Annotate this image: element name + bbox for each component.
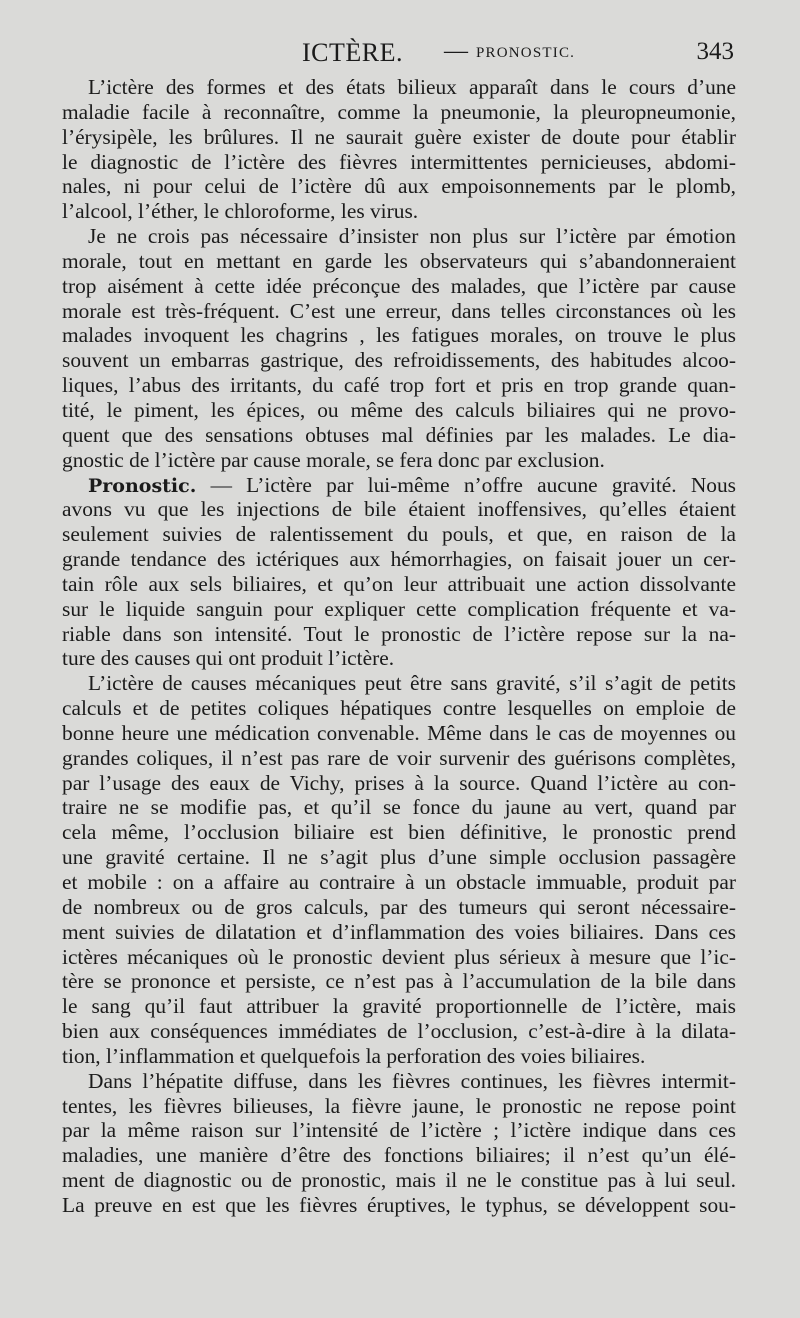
- header-title: ICTÈRE.: [302, 38, 403, 67]
- text-line: tain rôle aux sels biliaires, et qu’on leur attribuait une action dissolvante: [62, 571, 736, 596]
- text-line: Dans l’hépatite diffuse, dans les fièvres continues, les fièvres intermit-: [88, 1068, 736, 1093]
- text-line: bien aux conséquences immédiates de l’occlusion, c’est-à-dire à la dilata-: [62, 1019, 736, 1044]
- text-line: ture des causes qui ont produit l’ictère.: [62, 646, 395, 671]
- text-line: trop aisément à cette idée préconçue des malades, que l’ictère par cause: [62, 273, 736, 298]
- text-line: nales, ni pour celui de l’ictère dû aux empoisonnements par le plomb,: [62, 174, 736, 199]
- header-subtitle: PRONOSTIC.: [476, 45, 576, 61]
- text-line: tère se prononce et persiste, ce n’est pas à l’accumulation de la bile dans: [62, 969, 736, 994]
- text-line: seulement suivies de ralentissement du pouls, et que, en raison de la: [62, 522, 736, 547]
- text-line: ment de diagnostic ou de pronostic, mais il ne le constitue pas à lui seul.: [62, 1168, 736, 1193]
- text-line: cela même, l’occlusion biliaire est bien définitive, le pronostic prend: [62, 820, 736, 845]
- text-line: tentes, les fièvres bilieuses, la fièvre jaune, le pronostic ne repose point: [62, 1093, 736, 1118]
- text-line: L’ictère de causes mécaniques peut être sans gravité, s’il s’agit de petits: [88, 671, 736, 696]
- text-line: et mobile : on a affaire au contraire à un obstacle immuable, produit par: [62, 870, 736, 894]
- text-line: une gravité certaine. Il ne s’agit plus d’une simple occlusion passagère: [62, 845, 736, 870]
- paragraph: [62, 1069, 736, 1218]
- text-line: sur le liquide sanguin pour expliquer cette complication fréquente et va-: [62, 596, 736, 621]
- section-paragraph-pronostic: [62, 473, 736, 672]
- text-line: tion, l’inflammation et quelquefois la perforation des voies biliaires.: [62, 1043, 646, 1068]
- text-line: L’ictère des formes et des états bilieux apparaît dans le cours d’une: [88, 75, 736, 99]
- text-line: par la même raison sur l’intensité de l’ictère ; l’ictère indique dans ces: [62, 1118, 736, 1143]
- running-header: [62, 38, 736, 78]
- text-line: traire ne se modifie pas, et qu’il se fonce du jaune au vert, quand par: [62, 795, 736, 820]
- text-line: ictères mécaniques où le pronostic devient plus sérieux à mesure que l’ic-: [62, 944, 736, 969]
- text-line: grande tendance des ictériques aux hémorrhagies, on faisait jouer un cer-: [62, 547, 736, 572]
- text-line: La preuve en est que les fièvres éruptives, le typhus, se développent sou-: [62, 1192, 736, 1217]
- header-dash: —: [444, 38, 468, 64]
- text-line: malades invoquent les chagrins , les fatigues morales, on trouve le plus: [62, 323, 736, 348]
- paragraph: [62, 75, 736, 224]
- text-line: tité, le piment, les épices, ou même des calculs biliaires qui ne provo-: [62, 397, 736, 422]
- text-line: morale, tout en mettant en garde les observateurs qui s’abandonneraient: [62, 248, 736, 273]
- text-line: gnostic de l’ictère par cause morale, se fera donc par exclusion.: [62, 447, 605, 472]
- page-number: 343: [696, 38, 734, 65]
- text-line: avons vu que les injections de bile étaient inoffensives, qu’elles étaient: [62, 497, 736, 522]
- text-line: le sang qu’il faut attribuer la gravité proportionnelle de l’ictère, mais: [62, 994, 736, 1019]
- text-line: l’érysipèle, les brûlures. Il ne saurait guère exister de doute pour établir: [62, 124, 736, 149]
- text-line: de nombreux ou de gros calculs, par des tumeurs qui seront nécessaire-: [62, 894, 736, 919]
- text-line: maladie facile à reconnaître, comme la pneumonie, la pleuropneumonie,: [62, 99, 736, 124]
- text-line: [62, 473, 736, 498]
- text-line: quent que des sensations obtuses mal définies par les malades. Le dia-: [62, 422, 736, 447]
- text-line: morale est très-fréquent. C’est une erreur, dans telles circonstances où les: [62, 298, 736, 323]
- paragraph: [62, 671, 736, 1069]
- paragraph: [62, 224, 736, 472]
- text-line: maladies, une manière d’être des fonctions biliaires; il n’est qu’un élé-: [62, 1143, 736, 1168]
- text-line: souvent un embarras gastrique, des refroidissements, des habitudes alcoo-: [62, 348, 736, 373]
- text-line: le diagnostic de l’ictère des fièvres intermittentes pernicieuses, abdomi-: [62, 149, 736, 174]
- text-line: bonne heure une médication convenable. Même dans le cas de moyennes ou: [62, 720, 736, 745]
- text-line: grandes coliques, il n’est pas rare de voir survenir des guérisons complètes,: [62, 745, 736, 770]
- text-line: Je ne crois pas nécessaire d’insister non plus sur l’ictère par émotion: [88, 224, 736, 249]
- text-line: l’alcool, l’éther, le chloroforme, les virus.: [62, 199, 419, 224]
- text-line: liques, l’abus des irritants, du café trop fort et pris en trop grande quan-: [62, 373, 736, 398]
- text-fragment: — L’ictère par lui-même n’offre aucune gravité. Nous: [196, 472, 736, 497]
- section-heading: Pronostic.: [88, 474, 197, 497]
- text-line: ment suivies de dilatation et d’inflammation des voies biliaires. Dans ces: [62, 919, 736, 944]
- text-line: riable dans son intensité. Tout le pronostic de l’ictère repose sur la na-: [62, 621, 736, 646]
- body-text: [62, 75, 736, 1218]
- text-line: calculs et de petites coliques hépatiques contre lesquelles on emploie de: [62, 696, 736, 721]
- text-line: par l’usage des eaux de Vichy, prises à la source. Quand l’ictère au con-: [62, 770, 736, 795]
